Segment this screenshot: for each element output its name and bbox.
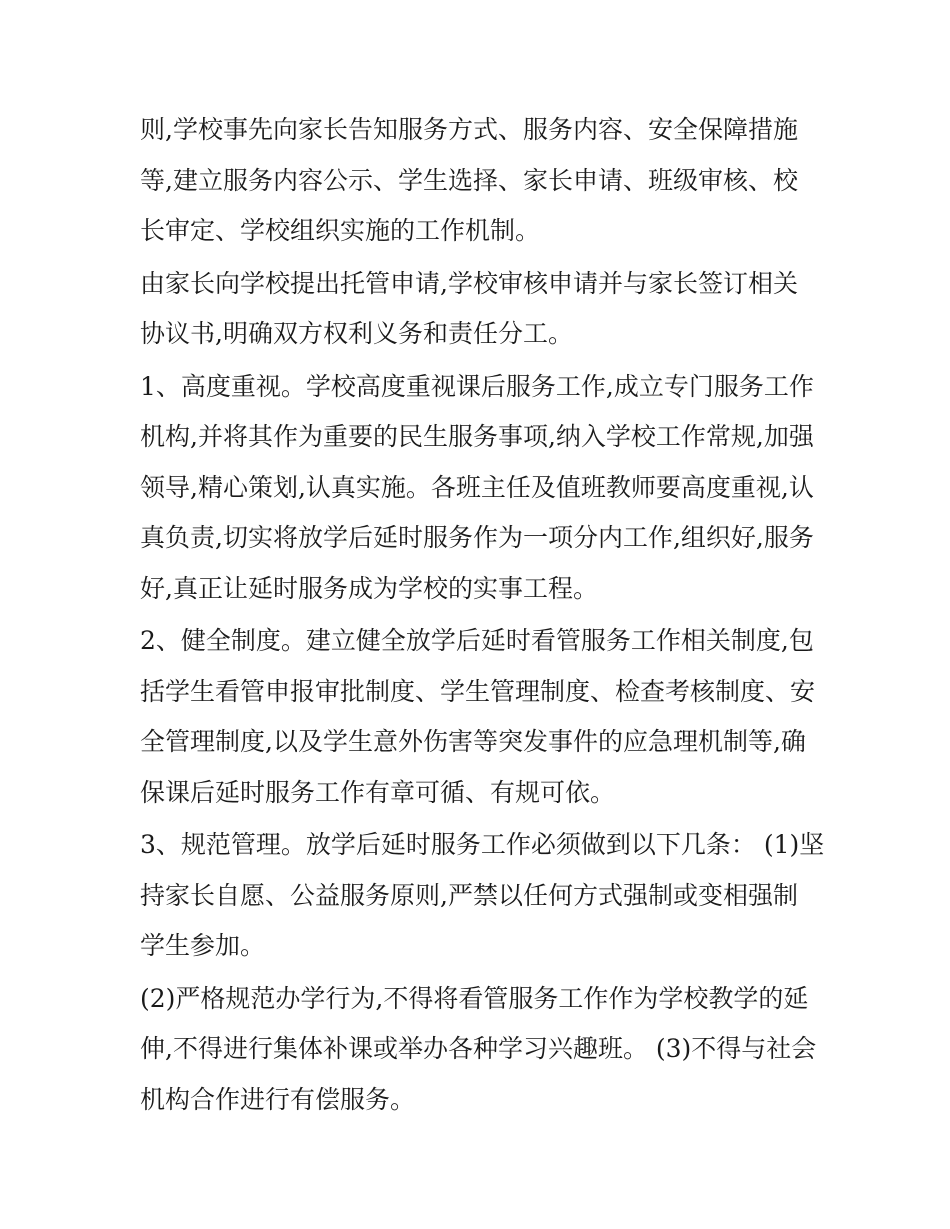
paragraph-item-2 — [140, 616, 820, 818]
text-line: 真负责,切实将放学后延时服务作为一项分内工作,组织好,服务 — [140, 523, 814, 552]
text-line: 领导,精心策划,认真实施。各班主任及值班教师要高度重视,认 — [140, 472, 814, 502]
text-line: 协议书,明确双方权利义务和责任分工。 — [140, 319, 573, 348]
text-line: 2、健全制度。建立健全放学后延时看管服务工作相关制度,包 — [140, 626, 814, 655]
text-line: 好,真正让延时服务成为学校的实事工程。 — [140, 573, 598, 603]
text-line: 则,学校事先向家长告知服务方式、服务内容、安全保障措施 — [140, 115, 798, 144]
text-line: 括学生看管申报审批制度、学生管理制度、检查考核制度、安 — [140, 676, 816, 706]
text-line: 全管理制度,以及学生意外伤害等突发事件的应急理机制等,确 — [140, 727, 806, 756]
document-body — [140, 105, 825, 1127]
text-line: 1、高度重视。学校高度重视课后服务工作,成立专门服务工作 — [140, 371, 814, 401]
paragraph-item-3 — [140, 820, 825, 972]
text-line: 3、规范管理。放学后延时服务工作必须做到以下几条： (1)坚 — [140, 830, 825, 859]
text-line: 长审定、学校组织实施的工作机制。 — [140, 216, 541, 245]
text-line: 等,建立服务内容公示、学生选择、家长申请、班级审核、校 — [140, 165, 798, 195]
paragraph-service-notice — [140, 105, 820, 257]
text-line: 持家长自愿、公益服务原则,严禁以任何方式强制或变相强制 — [140, 880, 798, 910]
paragraph-item-3-continued — [140, 974, 820, 1126]
paragraph-item-1 — [140, 362, 820, 615]
text-line: 机构,并将其作为重要的民生服务事项,纳入学校工作常规,加强 — [140, 422, 814, 451]
text-line: 机构合作进行有偿服务。 — [140, 1084, 416, 1114]
paragraph-application — [140, 259, 820, 360]
text-line: (2)严格规范办学行为,不得将看管服务工作作为学校教学的延 — [140, 983, 809, 1013]
text-line: 伸,不得进行集体补课或举办各种学习兴趣班。 (3)不得与社会 — [140, 1034, 817, 1063]
text-line: 由家长向学校提出托管申请,学校审核申请并与家长签订相关 — [140, 268, 798, 298]
text-line: 保课后延时服务工作有章可循、有规可依。 — [140, 777, 616, 807]
text-line: 学生参加。 — [140, 931, 266, 960]
